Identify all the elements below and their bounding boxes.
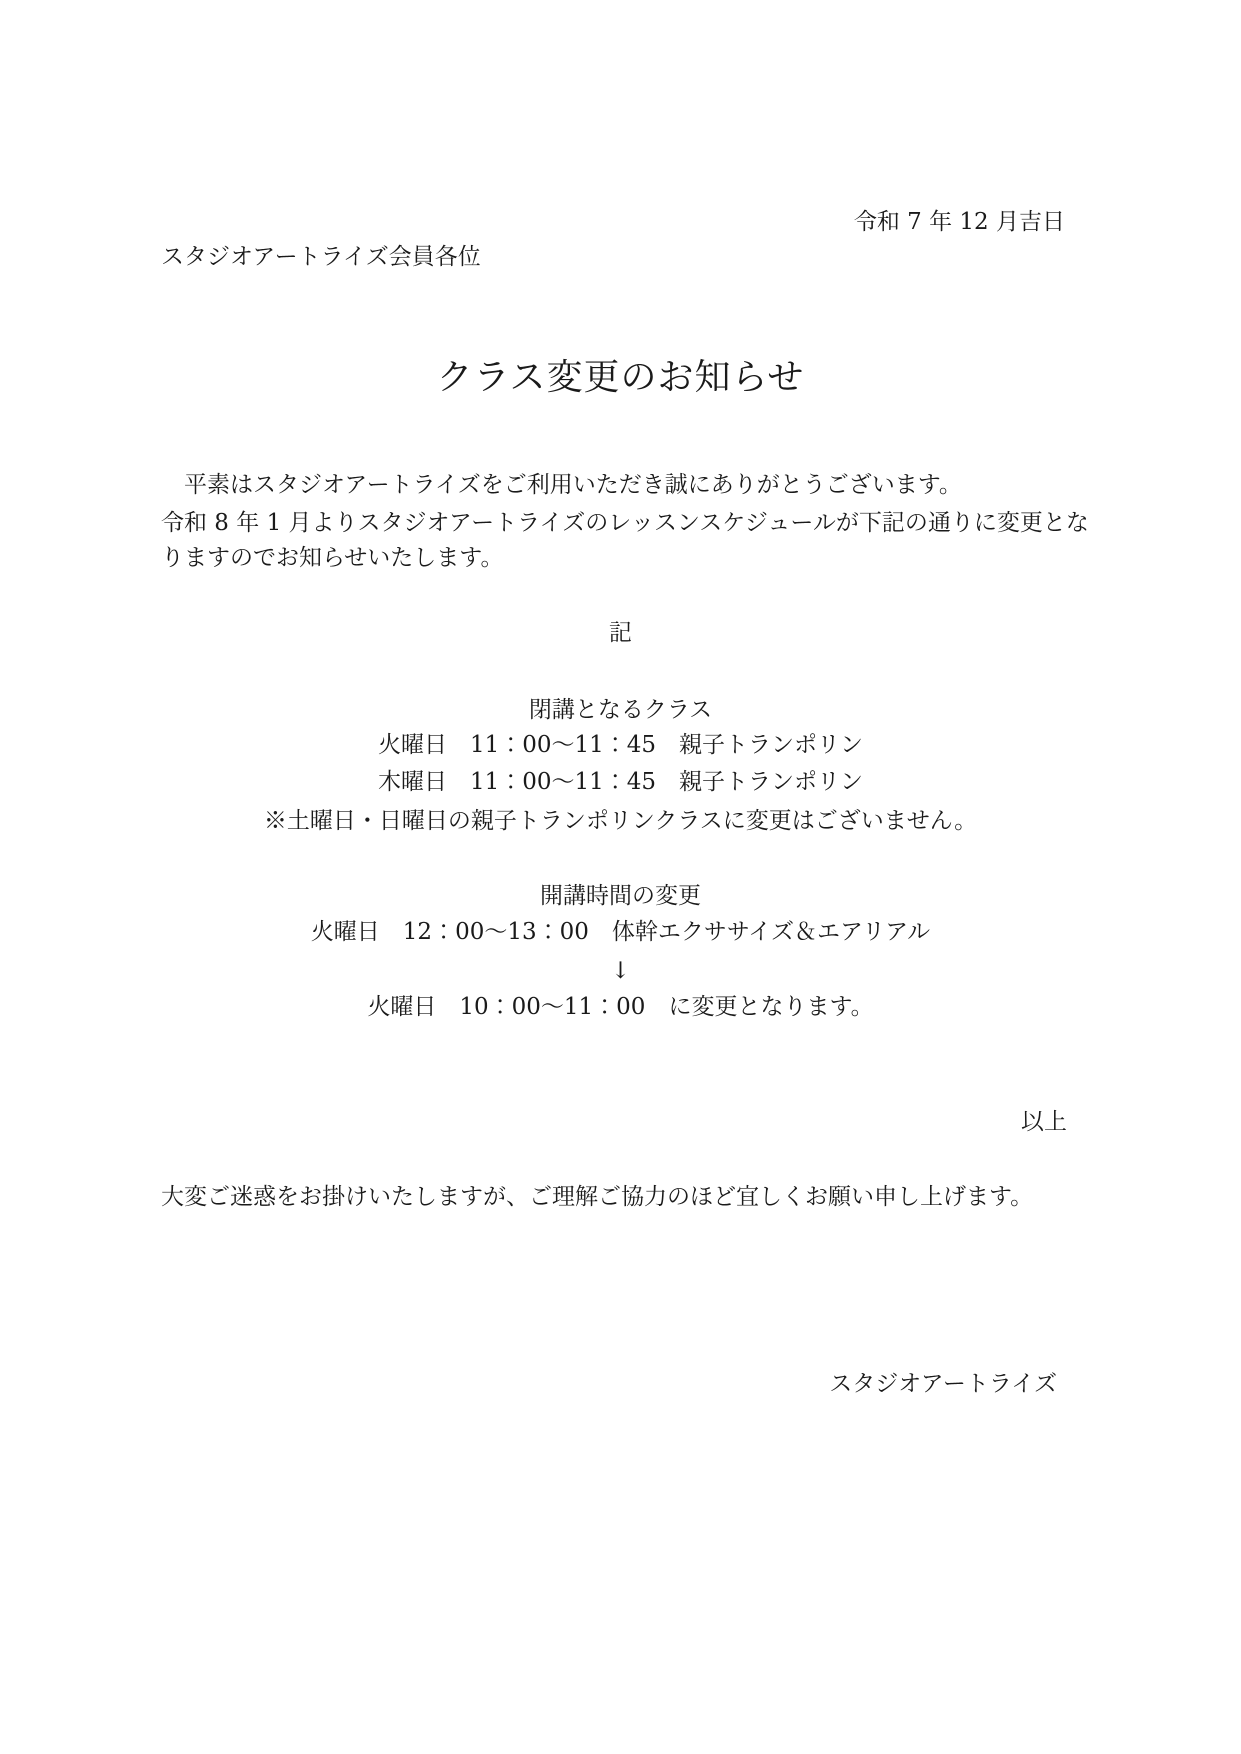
body-paragraph-line: 平素はスタジオアートライズをご利用いただき誠にありがとうございます。 — [161, 472, 962, 498]
closed-class-item: 火曜日 11：00～11：45 親子トランポリン — [377, 732, 864, 758]
closed-classes-note: ※土曜日・日曜日の親子トランポリンクラスに変更はございません。 — [263, 808, 978, 834]
record-marker: 記 — [609, 620, 632, 646]
body-paragraph-line: りますのでお知らせいたします。 — [161, 545, 504, 571]
time-change-heading: 開講時間の変更 — [540, 883, 701, 909]
closed-classes-heading: 閉講となるクラス — [528, 697, 713, 723]
addressee-line: スタジオアートライズ会員各位 — [161, 244, 481, 270]
end-marker: 以上 — [1021, 1109, 1067, 1135]
time-change-before: 火曜日 12：00～13：00 体幹エクササイズ＆エアリアル — [310, 919, 931, 945]
closing-line: 大変ご迷惑をお掛けいたしますが、ご理解ご協力のほど宜しくお願い申し上げます。 — [161, 1184, 1034, 1210]
body-paragraph-line: 令和 8 年 1 月よりスタジオアートライズのレッスンスケジュールが下記の通りに変更とな — [161, 510, 1089, 536]
closed-class-item: 木曜日 11：00～11：45 親子トランポリン — [377, 769, 864, 795]
signature: スタジオアートライズ — [829, 1371, 1057, 1397]
down-arrow-icon: ↓ — [610, 958, 631, 984]
document-date: 令和 7 年 12 月吉日 — [853, 209, 1065, 235]
time-change-after: 火曜日 10：00～11：00 に変更となります。 — [367, 994, 874, 1020]
page-title: クラス変更のお知らせ — [436, 357, 805, 398]
